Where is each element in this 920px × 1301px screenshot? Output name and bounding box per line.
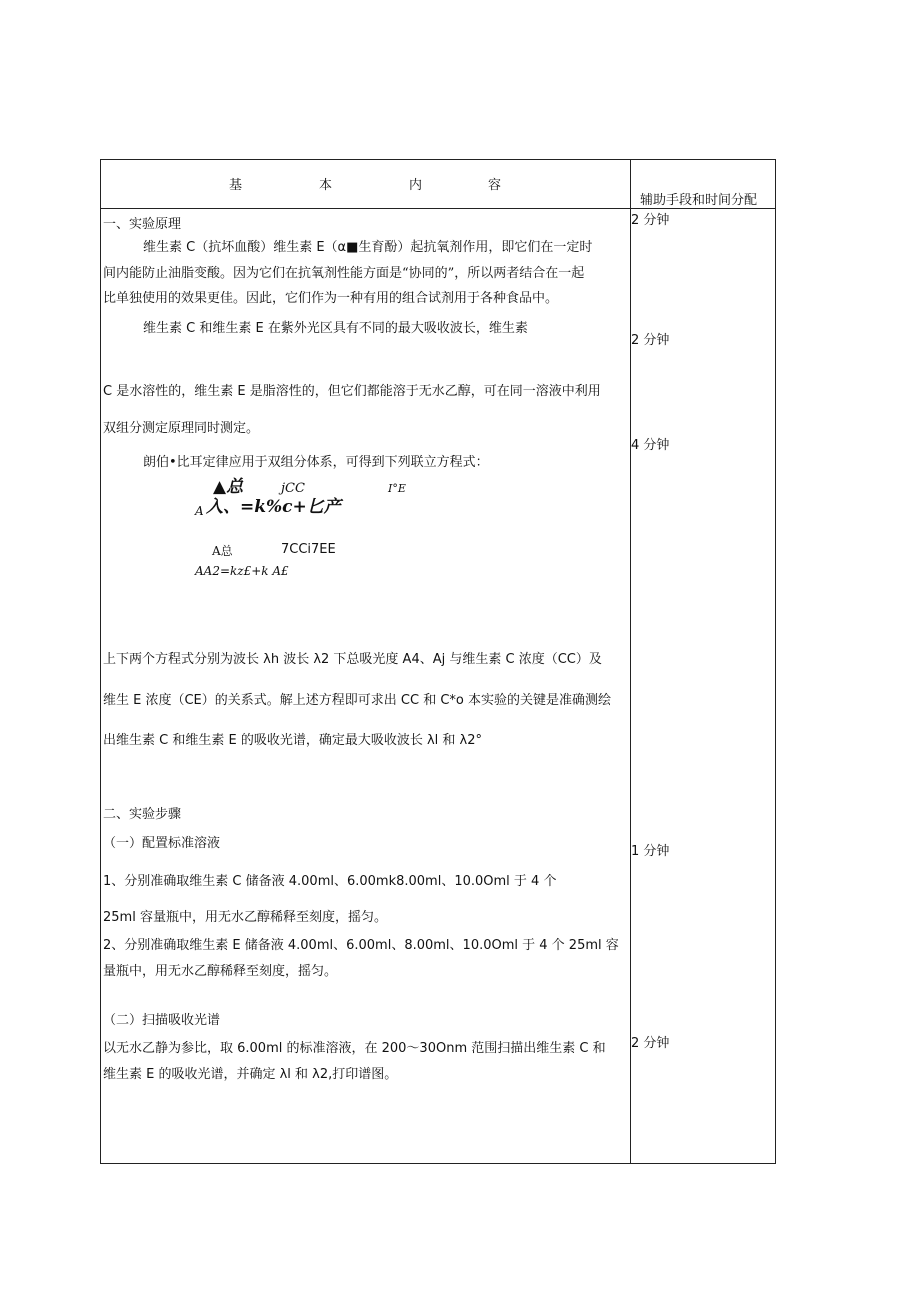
- step1-line2: 25ml 容量瓶中，用无水乙醇稀释至刻度，摇匀。: [103, 910, 387, 925]
- para4-line3: 出维生素 C 和维生素 E 的吸收光谱，确定最大吸收波长 λl 和 λ2°: [103, 733, 482, 748]
- time-allocation-3: 4 分钟: [631, 438, 670, 453]
- subsection-scan-spectrum: （二）扫描吸收光谱: [103, 1013, 221, 1028]
- equation-1: 入、=k%c+匕产: [206, 497, 341, 517]
- step2-line2: 量瓶中，用无水乙醇稀释至刻度，摇匀。: [103, 964, 338, 979]
- time-allocation-1: 2 分钟: [631, 213, 670, 228]
- header-char-2: 本: [319, 178, 333, 193]
- time-allocation-5: 2 分钟: [631, 1036, 670, 1051]
- eq2-cc-label: 7CCi7EE: [281, 542, 336, 557]
- equation-2: AA2=kz£+k A£: [195, 564, 289, 578]
- para1-line3: 比单独使用的效果更佳。因此，它们作为一种有用的组合试剂用于各种食品中。: [103, 291, 559, 306]
- eq1-e-label: I°E: [388, 482, 406, 495]
- para2-line2: C 是水溶性的，维生素 E 是脂溶性的，但它们都能溶于无水乙醇，可在同一溶液中利用: [103, 384, 601, 399]
- eq2-total-label: A总: [212, 544, 233, 558]
- para1-line2: 间内能防止油脂变酸。因为它们在抗氧剂性能方面是“协同的”，所以两者结合在一起: [103, 266, 585, 281]
- scan-line2: 维生素 E 的吸收光谱，并确定 λl 和 λ2,打印谱图。: [103, 1067, 398, 1082]
- subsection-standard-solution: （一）配置标准溶液: [103, 836, 221, 851]
- eq1-cc-label: jCC: [281, 481, 305, 496]
- para3: 朗伯•比耳定律应用于双组分体系，可得到下列联立方程式：: [143, 455, 489, 470]
- para2-line3: 双组分测定原理同时测定。: [103, 421, 260, 436]
- header-char-4: 容: [488, 178, 502, 193]
- eq1-total-label: ▲总: [213, 477, 244, 497]
- para4-line1: 上下两个方程式分别为波长 λh 波长 λ2 下总吸光度 A4、Aj 与维生素 C 浓度（CC）及: [103, 652, 602, 667]
- section-title-steps: 二、实验步骤: [103, 807, 182, 822]
- scan-line1: 以无水乙静为参比，取 6.00ml 的标准溶液，在 200～30Onm 范围扫描出维生素 C 和: [103, 1041, 606, 1056]
- column-divider: [630, 160, 631, 1163]
- header-char-3: 内: [409, 178, 423, 193]
- header-right-title: 辅助手段和时间分配: [640, 193, 758, 208]
- para1-line1: 维生素 C（抗坏血酸）维生素 E（α■生育酚）起抗氧剂作用，即它们在一定时: [143, 240, 593, 255]
- time-allocation-2: 2 分钟: [631, 333, 670, 348]
- step2-line1: 2、分别准确取维生素 E 储备液 4.00ml、6.00ml、8.00ml、10.0Oml 于 4 个 25ml 容: [103, 938, 619, 953]
- header-char-1: 基: [229, 178, 243, 193]
- para2-line1: 维生素 C 和维生素 E 在紫外光区具有不同的最大吸收波长，维生素: [143, 321, 528, 336]
- eq1-a-symbol: A: [195, 504, 204, 518]
- step1-line1: 1、分别准确取维生素 C 储备液 4.00ml、6.00mk8.00ml、10.0Oml 于 4 个: [103, 874, 557, 889]
- time-allocation-4: 1 分钟: [631, 844, 670, 859]
- section-title-principle: 一、实验原理: [103, 217, 182, 232]
- para4-line2: 维生 E 浓度（CE）的关系式。解上述方程即可求出 CC 和 C*o 本实验的关键是准确测绘: [103, 693, 611, 708]
